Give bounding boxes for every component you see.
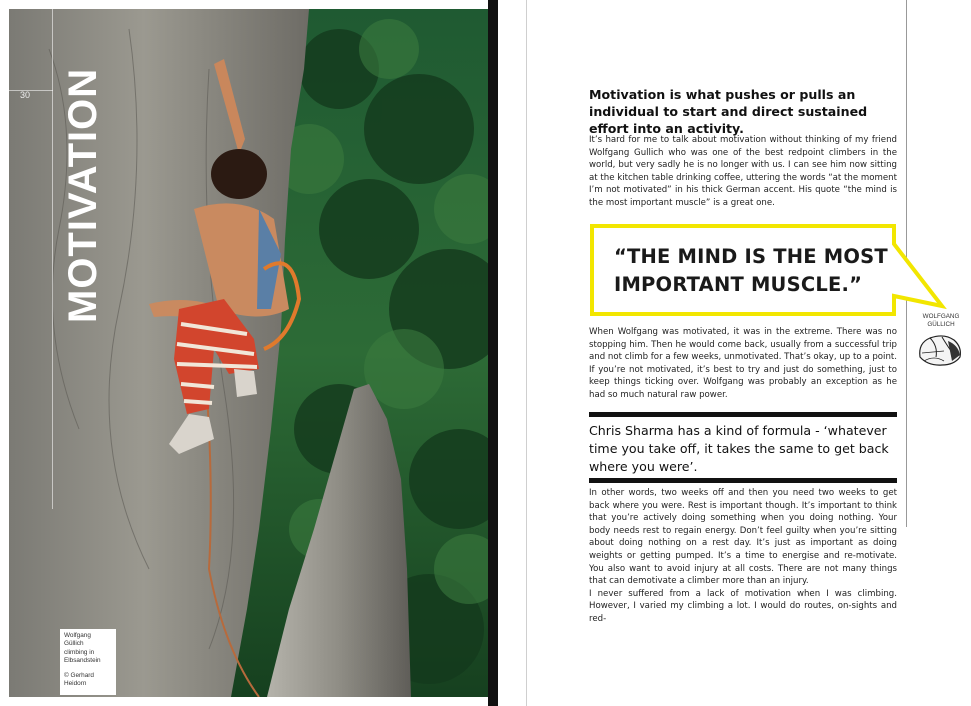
divider-rule	[589, 412, 897, 417]
page-number: 30	[20, 90, 31, 100]
guide-line-vertical	[52, 9, 53, 509]
paragraph-3-part-a: In other words, two weeks off and then you need two weeks to get back where you were. Rest is important though. It’s important to think that you’re actively doing something when you doing nothing. Your body needs rest to regain energy. Don’t feel guilty when you’re sitting about doing nothing on a rest day. It’s just as important as doing weights or getting pumped. It’s a time to energise and re-motivate. You also want to avoid injury at all costs. There are not many things that can demotivate a climber more than an injury.	[589, 488, 897, 587]
page-edge	[488, 0, 498, 706]
photo-credit: © Gerhard	[64, 671, 94, 679]
guide-line-horizontal	[9, 90, 53, 91]
divider-rule	[589, 478, 897, 483]
paragraph-2: When Wolfgang was motivated, it was in the extreme. There was no stopping him. Then he would come back, usually from a successful trip and not climb for a few weeks, unmotivated. That’s okay, up to a point. If you’re not motivated, it’s best to try and just do something, just to keep things ticking over. Wolfgang was probably an exception as he had so much natural raw power.	[589, 327, 897, 400]
quote-attribution	[916, 313, 966, 329]
gutter-line	[526, 0, 527, 706]
caption-line: climbing in	[64, 648, 95, 656]
photo-caption	[60, 629, 116, 695]
attribution-line: WOLFGANG	[922, 313, 960, 320]
paragraph-1: It’s hard for me to talk about motivation without thinking of my friend Wolfgang Gullich who was one of the best redpoint climbers in the world, but very sadly he is no longer with us. I can see him now sitting at the kitchen table drinking coffee, uttering the words “at the moment I’m not motivated” in his thick German accent. His quote “the mind is the most important muscle” is a great one.	[589, 135, 897, 208]
quote-line: “THE MIND IS THE MOST	[614, 245, 888, 268]
paragraph-3	[589, 487, 897, 626]
quote-text	[614, 243, 894, 299]
paragraph-3-part-b: I never suffered from a lack of motivation when I was climbing. However, I varied my climbing a lot. I would do routes, on-sights and red-	[589, 588, 897, 624]
quote-line: IMPORTANT MUSCLE.”	[614, 273, 863, 296]
intro-heading: Motivation is what pushes or pulls an individual to start and direct sustained effort into an activity.	[589, 87, 868, 136]
portrait-sketch-icon	[914, 331, 964, 369]
pull-quote: Chris Sharma has a kind of formula - ‘whatever time you take off, it takes the same to get back where you were’.	[589, 423, 889, 474]
caption-line: Wolfgang Güllich	[64, 632, 91, 648]
attribution-line: GÜLLICH	[927, 321, 955, 328]
photo-credit: Heidorn	[64, 680, 87, 688]
gutter	[498, 0, 526, 706]
chapter-title: MOTIVATION	[61, 67, 105, 323]
caption-line: Elbsandstein	[64, 657, 101, 665]
